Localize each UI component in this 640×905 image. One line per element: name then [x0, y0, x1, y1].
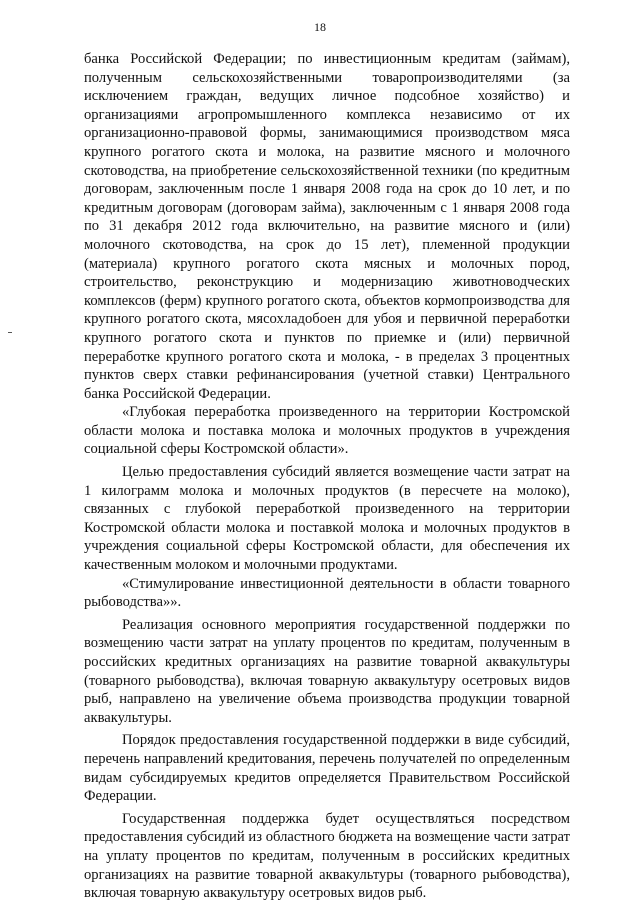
section-heading-milk-processing: «Глубокая переработка произведенного на территории Костромской области молока и поставка молока и молочных продуктов в учреждения социальной сферы Костромской области».: [84, 404, 570, 458]
paragraph-implementation: Реализация основного мероприятия государственной поддержки по возмещению части затрат на уплату процентов по кредитам, полученным в российских кредитных организациях на развитие товарной аквакультуры (товарного рыбоводства), включая товарную аквакультуру осетровых видов рыб, направлено на увеличение объема производства продукции товарной аквакультуры.: [84, 616, 570, 726]
paragraph-state-support: Государственная поддержка будет осуществляться посредством предоставления субсидий из областного бюджета на возмещение части затрат на уплату процентов по кредитам, полученным в российских кредитных организациях на развитие товарной аквакультуры (товарного рыбоводства), включая товарную аквакультуру осетровых видов рыб.: [84, 810, 570, 902]
section-heading-fish-farming: «Стимулирование инвестиционной деятельности в области товарного рыбоводства»».: [84, 575, 570, 611]
margin-mark: [8, 332, 12, 333]
paragraph-procedure: Порядок предоставления государственной поддержки в виде субсидий, перечень направлений кредитования, перечень получателей по определенным видам субсидируемых кредитов определяется Правительством Российской Федерации.: [84, 732, 570, 805]
document-body: [84, 50, 570, 903]
paragraph-continuation: банка Российской Федерации; по инвестиционным кредитам (займам), полученным сельскохозяйственными товаропроизводителями (за исключением граждан, ведущих личное подсобное хозяйство) и организациями агропромышленного комплекса независимо от их организационно-правовой формы, занимающимися производством мяса крупного рогатого скота и молока, на развитие мясного и молочного скотоводства, на приобретение сельскохозяйственной техники (по кредитным договорам, заключенным после 1 января 2008 года на срок до 10 лет, и по кредитным договорам (договорам займа), заключенным с 1 января 2008 года по 31 декабря 2012 года включительно, на развитие мясного и (или) молочного скотоводства, на срок до 15 лет), племенной продукции (материала) крупного рогатого скота мясных и молочных пород, строительство, реконструкцию и модернизацию животноводческих комплексов (ферм) крупного рогатого скота, объектов кормопроизводства для крупного рогатого скота, мясохладобоен для убоя и первичной переработки крупного рогатого скота и пунктов по приемке и (или) первичной переработке крупного рогатого скота и молока, - в пределах 3 процентных пунктов сверх ставки рефинансирования (учетной ставки) Центрального банка Российской Федерации.: [84, 51, 570, 402]
paragraph-subsidy-goal: Целью предоставления субсидий является возмещение части затрат на 1 килограмм молока и молочных продуктов (в пересчете на молоко), связанных с глубокой переработкой произведенного на территории Костромской области молока и поставкой молока и молочных продуктов в учреждения социальной сферы Костромской области, для обеспечения их качественным молоком и молочными продуктами.: [84, 464, 570, 574]
page-number: 18: [314, 20, 326, 34]
